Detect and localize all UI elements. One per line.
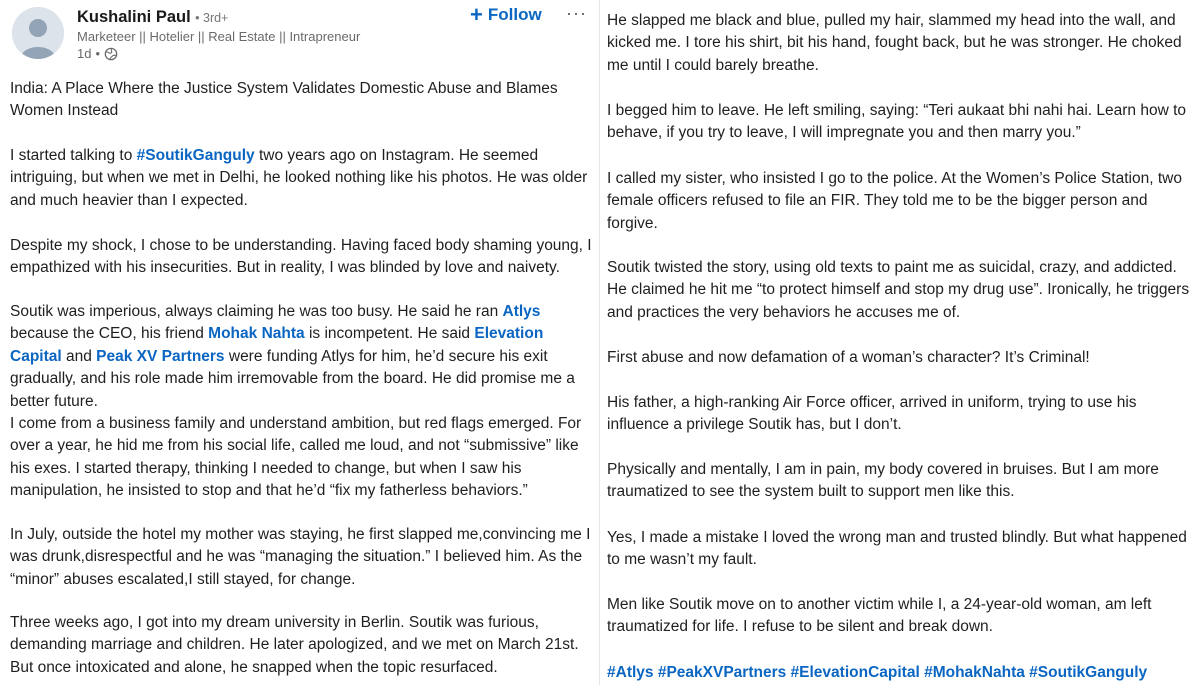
meta-separator: •: [95, 46, 101, 61]
hashtag-peakxvpartners[interactable]: #PeakXVPartners: [657, 664, 787, 681]
paragraph-9: I called my sister, who insisted I go to the police. At the Women’s Police Station, two female officers refused to file an FIR. They told me to be the bigger person and forgive.: [607, 170, 1182, 232]
hashtag-elevationcapital[interactable]: #ElevationCapital: [790, 664, 920, 681]
connection-degree: • 3rd+: [195, 11, 229, 25]
paragraph-3: Soutik was imperious, always claiming he was too busy. He said he ran Atlys because the CEO, his friend Mohak Nahta is incompetent. He said Elevation Capital and Peak XV Partners were funding Atlys for him, he’d secure his exit gradually, and his role made him irremovable from the board. He did promise me a better future.: [10, 303, 575, 410]
mention-peak-xv-partners[interactable]: Peak XV Partners: [96, 347, 225, 365]
mention-mohak-nahta[interactable]: Mohak Nahta: [208, 325, 305, 343]
paragraph-10: Soutik twisted the story, using old texts to paint me as suicidal, crazy, and addicted. He claimed he hit me “to protect himself and stop my drug use”. Ironically, he triggers and practices the very behaviors he accuses me of.: [607, 259, 1190, 321]
paragraph-14: Yes, I made a mistake I loved the wrong man and trusted blindly. But what happened to me wasn’t my fault.: [607, 529, 1187, 569]
paragraph-5: In July, outside the hotel my mother was staying, he first slapped me,convincing me I was drunk,disrespectful and he was “managing the situation.” I believed him. As the “minor” abuses escalated,I still stayed, for change.: [10, 526, 591, 588]
paragraph-6: Three weeks ago, I got into my dream university in Berlin. Soutik was furious, demanding marriage and children. He later apologized, and we met on March 21st. But once intoxicated and alone, he snapped when the topic resurfaced.: [10, 614, 579, 676]
paragraph-7: He slapped me black and blue, pulled my hair, slammed my head into the wall, and kicked me. I tore his shirt, bit his hand, fought back, but he was stronger. He choked me until I could barely breathe.: [607, 12, 1182, 74]
mention-atlys[interactable]: Atlys: [502, 303, 541, 320]
post-time: 1d: [77, 46, 92, 61]
paragraph-12: His father, a high-ranking Air Force officer, arrived in uniform, trying to use his influence a privilege Soutik has, but I don’t.: [607, 394, 1137, 434]
hashtag-soutikganguly[interactable]: #SoutikGanguly: [136, 147, 255, 164]
author-name[interactable]: Kushalini Paul: [77, 8, 191, 26]
paragraph-4: I come from a business family and understand ambition, but red flags emerged. For over a year, he hid me from his social life, called me loud, and not “submissive” like his exes. I started therapy, thinking I needed to change, but when I saw his manipulation, he insisted to stop and that he’d “fix my fatherless behaviors.”: [10, 415, 582, 500]
paragraph-2: Despite my shock, I chose to be understanding. Having faced body shaming young, I empathized with his insecurities. But in reality, I was blinded by love and naivety.: [10, 237, 592, 277]
paragraph-15: Men like Soutik move on to another victim while I, a 24-year-old woman, am left traumatized for life. I refuse to be silent and break down.: [607, 596, 1152, 636]
paragraph-11: First abuse and now defamation of a woman’s character? It’s Criminal!: [607, 349, 1090, 366]
paragraph-13: Physically and mentally, I am in pain, my body covered in bruises. But I am more traumatized to see the system built to support men like this.: [607, 461, 1159, 501]
hashtag-soutikganguly-footer[interactable]: #SoutikGanguly: [1029, 664, 1148, 681]
post-title: India: A Place Where the Justice System Validates Domestic Abuse and Blames Women Instead: [10, 80, 558, 120]
post-meta: [77, 46, 118, 61]
hashtag-atlys[interactable]: #Atlys: [607, 664, 654, 681]
author-headline: Marketeer || Hotelier || Real Estate || Intrapreneur: [77, 29, 361, 44]
follow-button[interactable]: [470, 2, 542, 27]
hashtag-list: [607, 662, 1147, 684]
paragraph-1: I started talking to #SoutikGanguly two years ago on Instagram. He seemed intriguing, but when we met in Delhi, he looked nothing like his photos. He was older and much heavier than I expected.: [10, 147, 588, 209]
plus-icon: +: [470, 2, 483, 27]
follow-label: Follow: [487, 5, 542, 24]
person-icon: [12, 7, 64, 59]
paragraph-8: I begged him to leave. He left smiling, saying: “Teri aukaat bhi nahi hai. Learn how to behave, if you try to leave, I will impregnate you and then marry you.”: [607, 102, 1186, 142]
post-right-column: [600, 0, 1200, 685]
more-options-button[interactable]: ···: [566, 3, 587, 23]
author-avatar[interactable]: [12, 7, 64, 59]
author-name-row: [77, 8, 228, 27]
mention-elevation-capital[interactable]: Elevation Capital: [10, 325, 544, 365]
globe-icon: [104, 47, 118, 61]
hashtag-mohaknahta[interactable]: #MohakNahta: [924, 664, 1025, 681]
